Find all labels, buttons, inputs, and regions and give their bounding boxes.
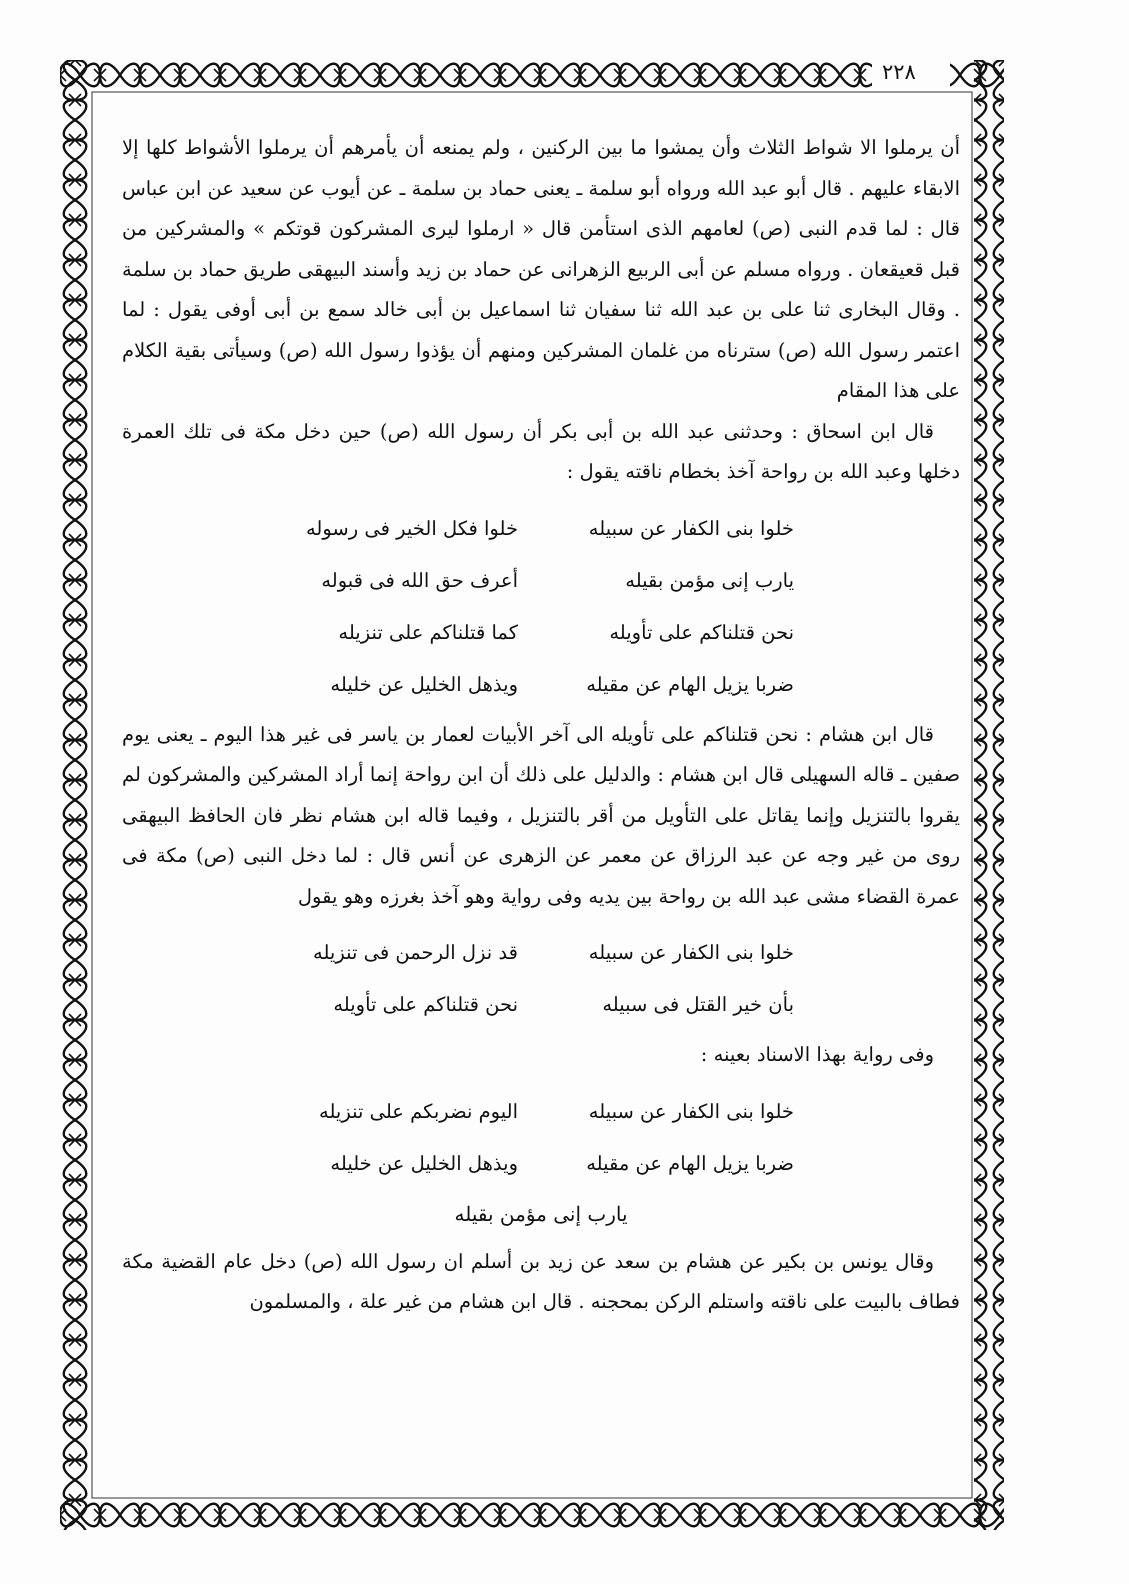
border-top-left <box>60 60 872 90</box>
verse-second-half: قد نزل الرحمن فى تنزيله <box>313 941 518 964</box>
paragraph-4: وفى رواية بهذا الاسناد بعينه : <box>700 1043 934 1066</box>
poem-3 <box>122 1086 960 1238</box>
verse <box>122 503 960 555</box>
verse-first-half: خلوا بنى الكفار عن سبيله <box>588 941 794 964</box>
paragraph-3: قال ابن هشام : نحن قتلناكم على تأويله الى آخر الأبيات لعمار بن ياسر فى غير هذا اليوم ـ يعنى يوم صفين ـ قاله السهيلى قال ابن هشام : والدليل على ذلك أن ابن رواحة إنما أراد المشركين والمشركون لم يقروا بالتنزيل وإنما يقاتل على التأويل من أقر بالتنزيل ، وفيما قاله ابن هشام نظر فان الحافظ البيهقى روى من غير وجه عن عبد الرزاق عن معمر عن الزهرى عن أنس قال : لما دخل النبى (ص) مكة فى عمرة القضاء مشى عبد الله بن رواحة بين يديه وفى رواية وهو آخذ بغرزه وهو يقول <box>122 722 960 908</box>
page-number: ٢٢٨ <box>882 60 916 84</box>
verse <box>122 927 960 979</box>
verse-second-half: كما قتلناكم على تنزيله <box>338 620 518 644</box>
verse-second-half: أعرف حق الله فى قبوله <box>321 568 518 592</box>
verse-second-half: اليوم نضربكم على تنزيله <box>318 1099 518 1123</box>
verse-first-half: يارب إنى مؤمن بقيله <box>625 568 794 592</box>
border-right <box>974 60 1004 1530</box>
border-left <box>60 60 90 1530</box>
verse-first-half: خلوا بنى الكفار عن سبيله <box>588 1099 794 1123</box>
paragraph-2: قال ابن اسحاق : وحدثنى عبد الله بن أبى بكر أن رسول الله (ص) حين دخل مكة فى تلك العمرة دخلها وعبد الله بن رواحة آخذ بخطام ناقته يقول : <box>122 419 960 483</box>
verse-second-half: ويذهل الخليل عن خليله <box>330 672 518 696</box>
verse <box>122 979 960 1031</box>
verse-single-line: يارب إنى مؤمن بقيله <box>454 1201 628 1226</box>
paragraph-5: وقال يونس بن بكير عن هشام بن سعد عن زيد بن أسلم ان رسول الله (ص) دخل عام القضية مكة فطاف بالبيت على ناقته واستلم الركن بمحجنه . قال ابن هشام من غير علة ، والمسلمون <box>122 1249 960 1313</box>
poem-2 <box>122 927 960 1031</box>
verse-first-half: ضربا يزيل الهام عن مقيله <box>586 672 794 696</box>
verse-second-half: خلوا فكل الخير فى رسوله <box>305 516 518 540</box>
verse <box>122 1086 960 1138</box>
verse <box>122 1138 960 1190</box>
verse-first-half: خلوا بنى الكفار عن سبيله <box>588 516 794 540</box>
verse-second-half: ويذهل الخليل عن خليله <box>330 1151 518 1175</box>
poem-1 <box>122 503 960 711</box>
page-content <box>122 128 960 1538</box>
verse <box>122 659 960 711</box>
paragraph-1: أن يرملوا الا شواط الثلاث وأن يمشوا ما بين الركنين ، ولم يمنعه أن يأمرهم أن يرملوا الأشواط كلها إلا الابقاء عليهم . قال أبو عبد الله ورواه أبو سلمة ـ يعنى حماد بن سلمة ـ عن أيوب عن سعيد عن ابن عباس قال : لما قدم النبى (ص) لعامهم الذى استأمن قال « ارملوا ليرى المشركون قوتكم » والمشركين من قبل قعيقعان . ورواه مسلم عن أبى الربيع الزهرانى عن حماد بن زيد وأسند البيهقى طريق حماد بن سلمة . وقال البخارى ثنا على بن عبد الله ثنا سفيان ثنا اسماعيل بن أبى خالد سمع بن أبى أوفى يقول : لما اعتمر رسول الله (ص) سترناه من غلمان المشركين ومنهم أن يؤذوا رسول الله (ص) وسيأتى بقية الكلام على هذا المقام <box>122 136 960 402</box>
verse <box>122 555 960 607</box>
verse-first-half: بأن خير القتل فى سبيله <box>602 993 794 1016</box>
verse <box>122 607 960 659</box>
verse-first-half: ضربا يزيل الهام عن مقيله <box>586 1151 794 1175</box>
verse-second-half: نحن قتلناكم على تأويله <box>333 993 518 1016</box>
verse-first-half: نحن قتلناكم على تأويله <box>609 620 794 644</box>
